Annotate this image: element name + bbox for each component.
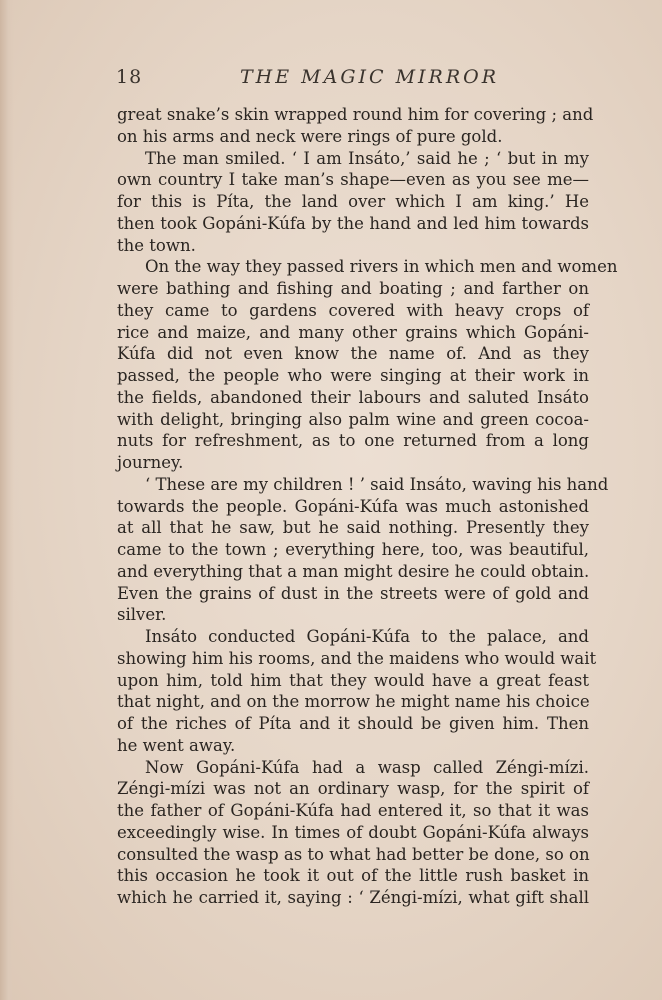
text-line: Even the grains of dust in the streets were of gold and bbox=[117, 583, 589, 603]
text-line: passed, the people who were singing at their work in bbox=[117, 366, 589, 385]
text-line: this occasion he took it out of the little rush basket in bbox=[117, 866, 589, 886]
text-line: upon him, told him that they would have a great feast bbox=[117, 670, 589, 690]
text-line: came to the town ; everything here, too, was beautiful, bbox=[117, 540, 589, 559]
text-line: rice and maize, and many other grains which Gopáni- bbox=[117, 322, 589, 342]
page-gutter-edge bbox=[0, 0, 14, 1000]
text-line: exceedingly wise. In times of doubt Gopáni-Kúfa always bbox=[117, 822, 589, 842]
text-line: The man smiled. ‘ I am Insáto,’ said he ; ‘ but in my bbox=[145, 148, 589, 168]
text-line: with delight, bringing also palm wine and green cocoa- bbox=[117, 409, 589, 429]
text-line: they came to gardens covered with heavy crops of bbox=[117, 300, 589, 320]
text-line: nuts for refreshment, as to one returned from a long bbox=[117, 431, 589, 451]
text-line: On the way they passed rivers in which men and women bbox=[145, 257, 618, 277]
running-head bbox=[116, 66, 590, 96]
text-line: towards the people. Gopáni-Kúfa was much astonished bbox=[117, 496, 589, 516]
page-number: 18 bbox=[116, 66, 143, 88]
text-line: Kúfa did not even know the name of. And as they bbox=[117, 344, 589, 364]
text-line: then took Gopáni-Kúfa by the hand and led him towards bbox=[117, 213, 589, 233]
text-line: which he carried it, saying : ‘ Zéngi-mízi, what gift shall bbox=[117, 888, 589, 907]
text-line: of the riches of Píta and it should be given him. Then bbox=[117, 714, 589, 733]
text-line: he went away. bbox=[117, 735, 236, 755]
body-text bbox=[117, 104, 618, 909]
text-line: that night, and on the morrow he might name his choice bbox=[117, 692, 590, 712]
text-line: Zéngi-mízi was not an ordinary wasp, for the spirit of bbox=[117, 779, 589, 799]
text-line: great snake’s skin wrapped round him for covering ; and bbox=[117, 105, 594, 124]
text-line: journey. bbox=[117, 453, 184, 472]
text-line: Now Gopáni-Kúfa had a wasp called Zéngi-mízi. bbox=[145, 757, 589, 777]
text-line: were bathing and fishing and boating ; and farther on bbox=[117, 279, 589, 298]
text-line: the fields, abandoned their labours and saluted Insáto bbox=[117, 387, 589, 407]
text-line: Insáto conducted Gopáni-Kúfa to the palace, and bbox=[145, 627, 589, 646]
text-line: the father of Gopáni-Kúfa had entered it, so that it was bbox=[117, 801, 589, 820]
running-title: THE MAGIC MIRROR bbox=[240, 66, 500, 88]
text-line: and everything that a man might desire he could obtain. bbox=[117, 561, 590, 581]
text-line: for this is Píta, the land over which I am king.’ He bbox=[117, 192, 589, 211]
text-line: showing him his rooms, and the maidens who would wait bbox=[117, 648, 597, 668]
text-line: at all that he saw, but he said nothing. Presently they bbox=[117, 518, 589, 538]
text-line: ‘ These are my children ! ’ said Insáto, waving his hand bbox=[145, 474, 609, 494]
text-line: on his arms and neck were rings of pure gold. bbox=[117, 126, 503, 146]
text-line: consulted the wasp as to what had better be done, so on bbox=[117, 844, 590, 864]
text-line: silver. bbox=[117, 605, 167, 625]
text-line: the town. bbox=[117, 235, 196, 255]
text-line: own country I take man’s shape—even as you see me— bbox=[117, 170, 589, 190]
